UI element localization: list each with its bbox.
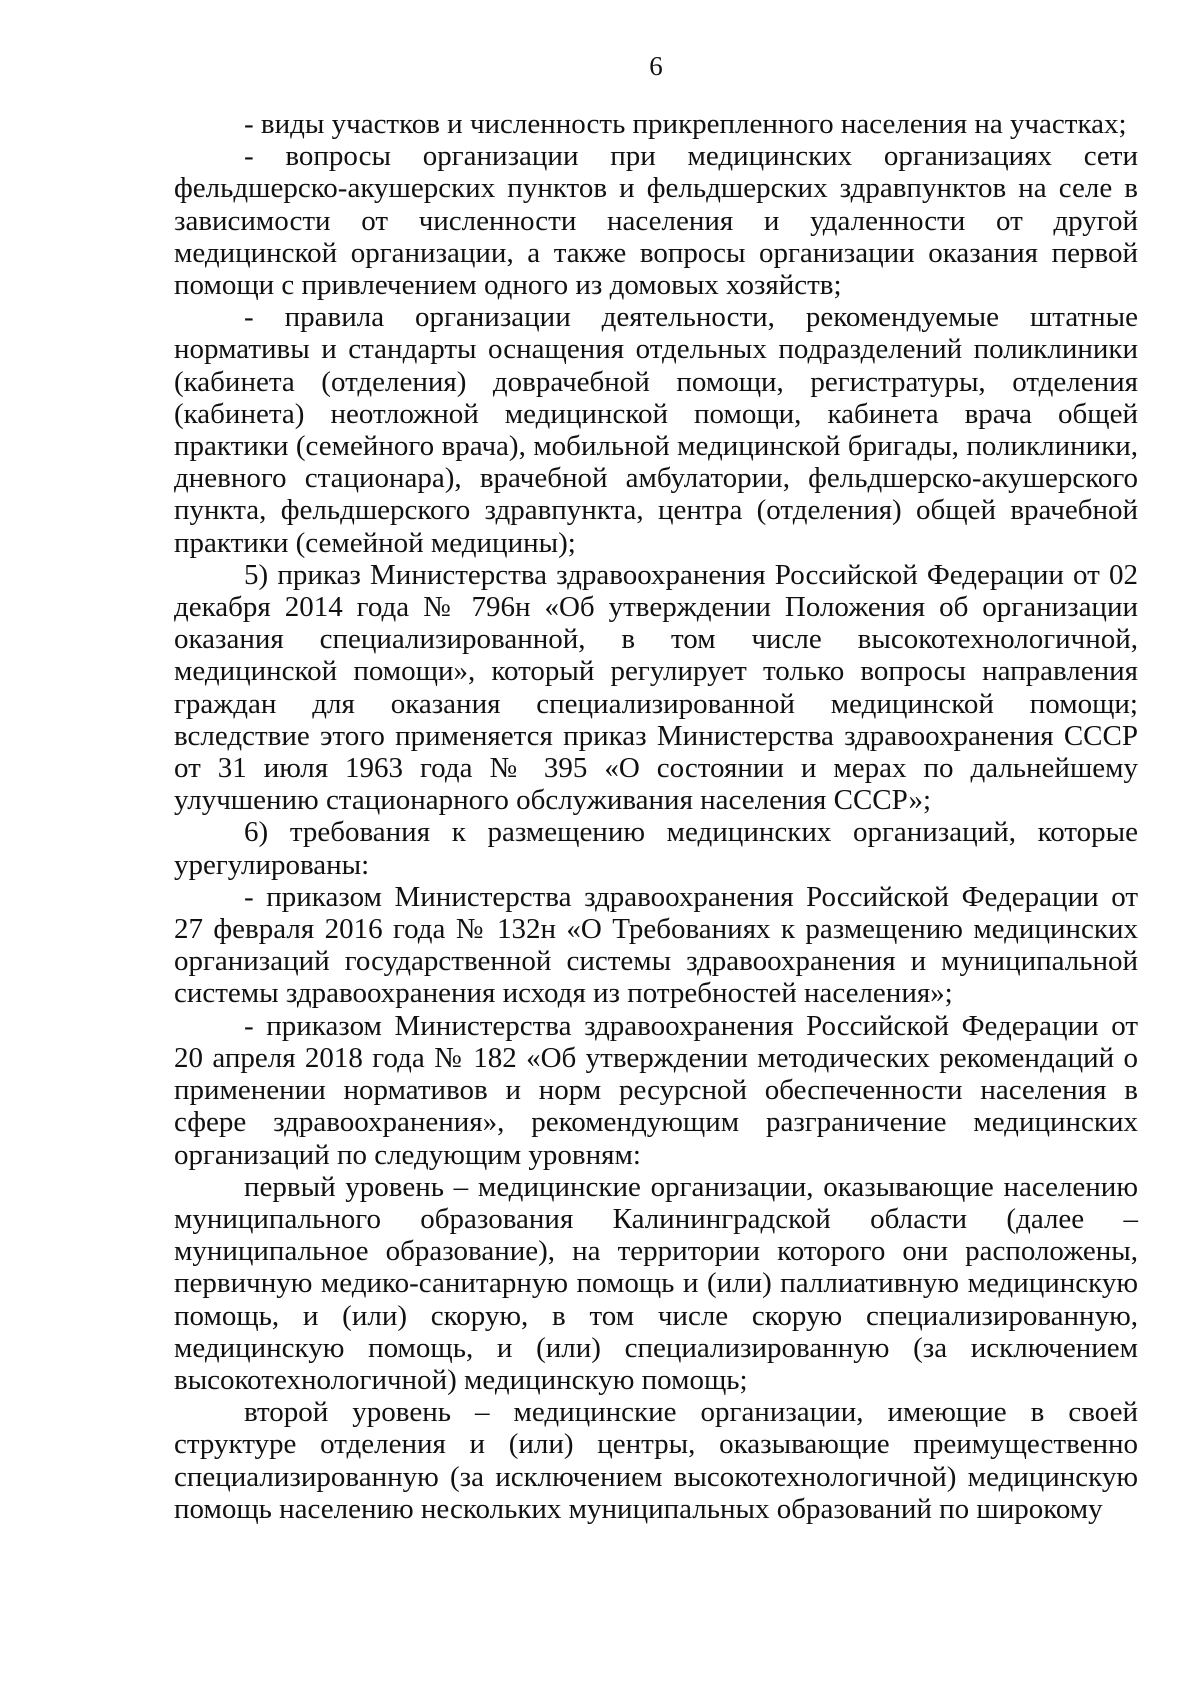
paragraph: второй уровень – медицинские организации, имеющие в своей структуре отделения и (или) центры, оказывающие преимущественно специализированную (за исключением высокотехнологичной) медицинскую помощь населению нескольких муниципальных образований по широкому — [174, 1396, 1138, 1525]
paragraph: 5) приказ Министерства здравоохранения Российской Федерации от 02 декабря 2014 года № 796н «Об утверждении Положения об организации оказания специализированной, в том числе высокотехнологичной, медицинской помощи», который регулирует только вопросы направления граждан для оказания специализированной медицинской помощи; вследствие этого применяется приказ Министерства здравоохранения СССР от 31 июля 1963 года № 395 «О состоянии и мерах по дальнейшему улучшению стационарного обслуживания населения СССР»; — [174, 558, 1138, 817]
paragraph: - приказом Министерства здравоохранения Российской Федерации от 27 февраля 2016 года № 132н «О Требованиях к размещению медицинских организаций государственной системы здравоохранения и муниципальной системы здравоохранения исходя из потребностей населения»; — [174, 880, 1138, 1010]
paragraph: - правила организации деятельности, рекомендуемые штатные нормативы и стандарты оснащения отдельных подразделений поликлиники (кабинета (отделения) доврачебной помощи, регистратуры, отделения (кабинета) неотложной медицинской помощи, кабинета врача общей практики (семейного врача), мобильной медицинской бригады, поликлиники, дневного стационара), врачебной амбулатории, фельдшерско-акушерского пункта, фельдшерского здравпункта, центра (отделения) общей врачебной практики (семейной медицины); — [174, 301, 1138, 559]
paragraph: первый уровень – медицинские организации, оказывающие населению муниципального образования Калининградской области (далее – муниципальное образование), на территории которого они расположены, первичную медико-санитарную помощь и (или) паллиативную медицинскую помощь, и (или) скорую, в том числе скорую специализированную, медицинскую помощь, и (или) специализированную (за исключением высокотехнологичной) медицинскую помощь; — [174, 1170, 1138, 1396]
page-number: 6 — [649, 51, 663, 81]
paragraph: - приказом Министерства здравоохранения Российской Федерации от 20 апреля 2018 года № 182 «Об утверждении методических рекомендаций о применении нормативов и норм ресурсной обеспеченности населения в сфере здравоохранения», рекомендующим разграничение медицинских организаций по следующим уровням: — [174, 1009, 1138, 1171]
paragraph: - виды участков и численность прикрепленного населения на участках; — [244, 108, 1127, 140]
document-body — [174, 108, 1138, 1525]
paragraph: - вопросы организации при медицинских организациях сети фельдшерско-акушерских пунктов и фельдшерских здравпунктов на селе в зависимости от численности населения и удаленности от другой медицинской организации, а также вопросы организации оказания первой помощи с привлечением одного из домовых хозяйств; — [174, 140, 1138, 302]
paragraph: 6) требования к размещению медицинских организаций, которые урегулированы: — [174, 816, 1138, 881]
